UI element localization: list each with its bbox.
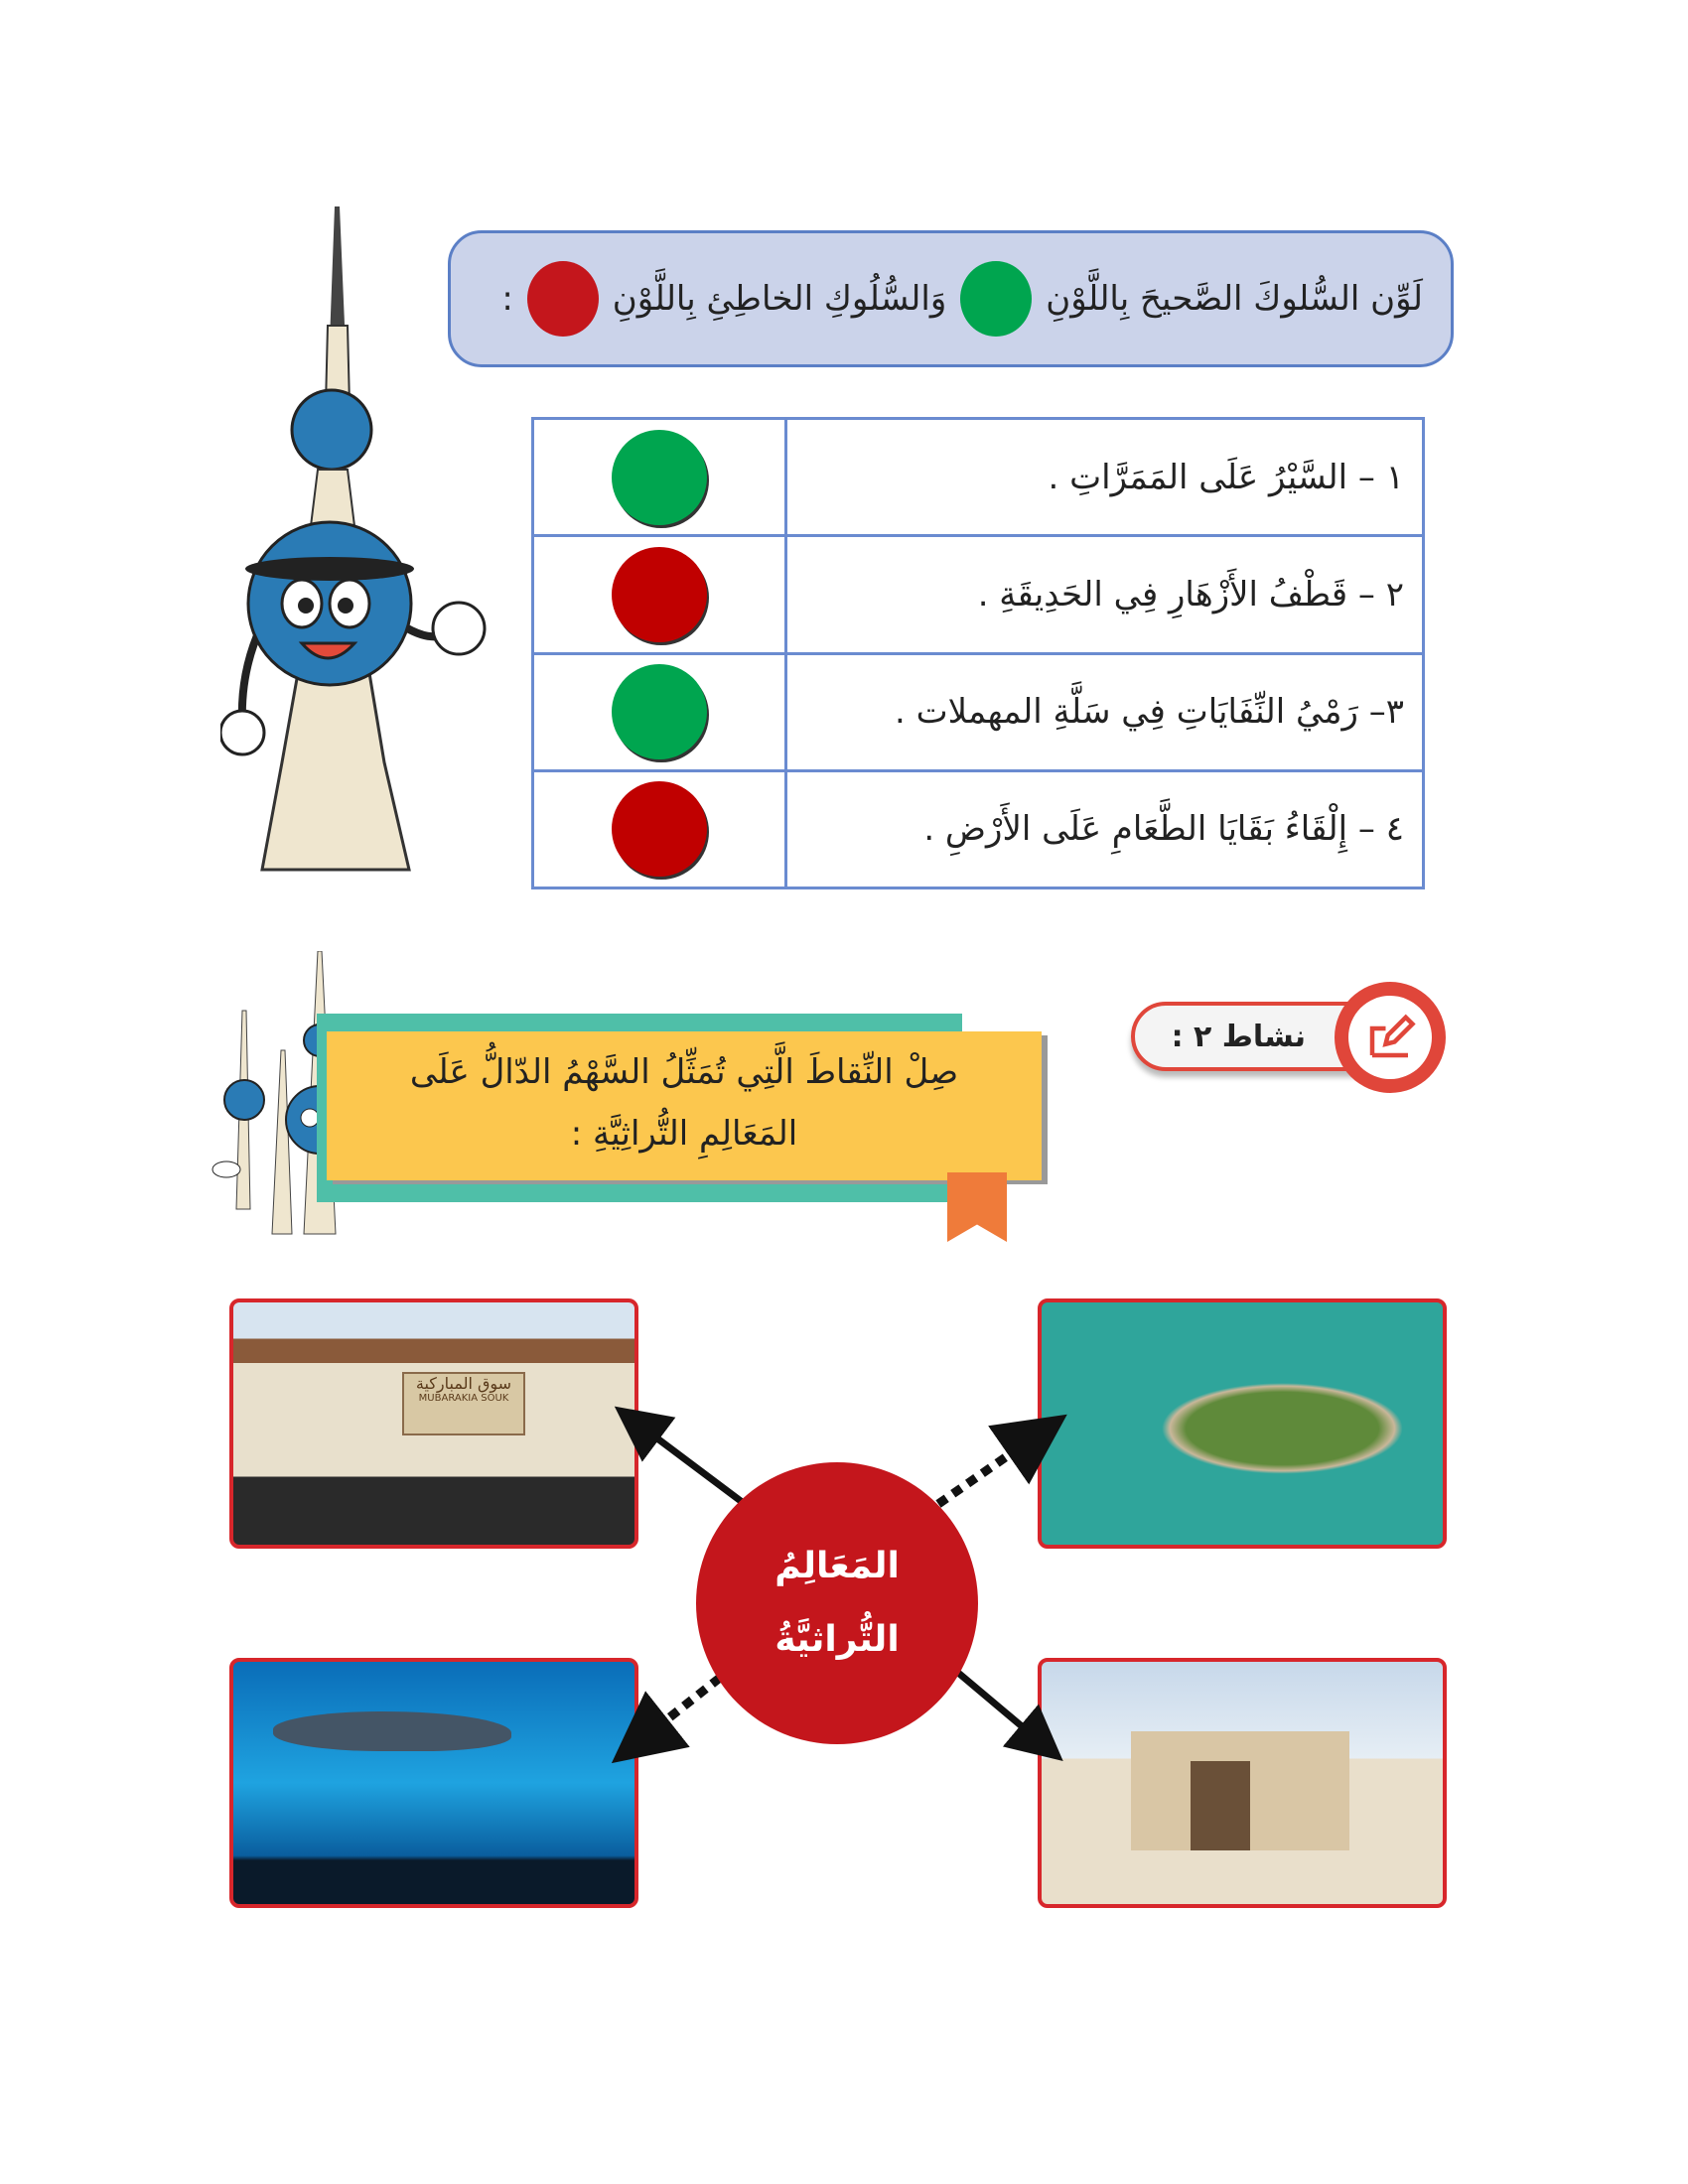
behavior-text: ٣– رَمْيُ النِّفَايَاتِ فِي سَلَّةِ المهملات . [786,653,1424,770]
hub-label: التُّراثيَّةُ [774,1619,900,1660]
activity-label: نشاط ٢ : [1171,1019,1306,1054]
instruction-text-wrong: وَالسُّلُوكِ الخاطِئِ بِاللَّوْنِ [612,279,947,319]
heritage-landmarks-hub [696,1462,978,1744]
hub-label: المَعَالِمُ [774,1546,900,1586]
instruction-colon: : [501,279,513,319]
dashed-arrow-to-island [938,1425,1053,1504]
arrow-to-souk [626,1415,745,1504]
dashed-arrow-to-aquarium [626,1678,720,1752]
souk-sign-arabic: سوق المباركية [415,1374,512,1393]
instruction-text-correct: لَوِّن السُّلوكَ الصَّحيحَ بِاللَّوْنِ [1046,279,1423,319]
behavior-text: ١ – السَّيْرُ عَلَى المَمَرَّاتِ . [786,419,1424,536]
arrow-to-heritage-building [958,1673,1053,1752]
behavior-text: ٤ – إِلْقَاءُ بَقَايَا الطَّعَامِ عَلَى الأَرْضِ . [786,770,1424,887]
instruction-line: المَعَالِمِ التُّراثِيَّةِ : [570,1114,798,1154]
instruction-line: صِلْ النِّقاطَ الَّتِي تُمَثِّلُ السَّهْمُ الدّالُّ عَلَى [409,1052,959,1092]
behavior-text: ٢ – قَطْفُ الأَزْهَارِ فِي الحَدِيقَةِ . [786,536,1424,653]
souk-sign-english: MUBARAKIA SOUK [418,1393,509,1404]
